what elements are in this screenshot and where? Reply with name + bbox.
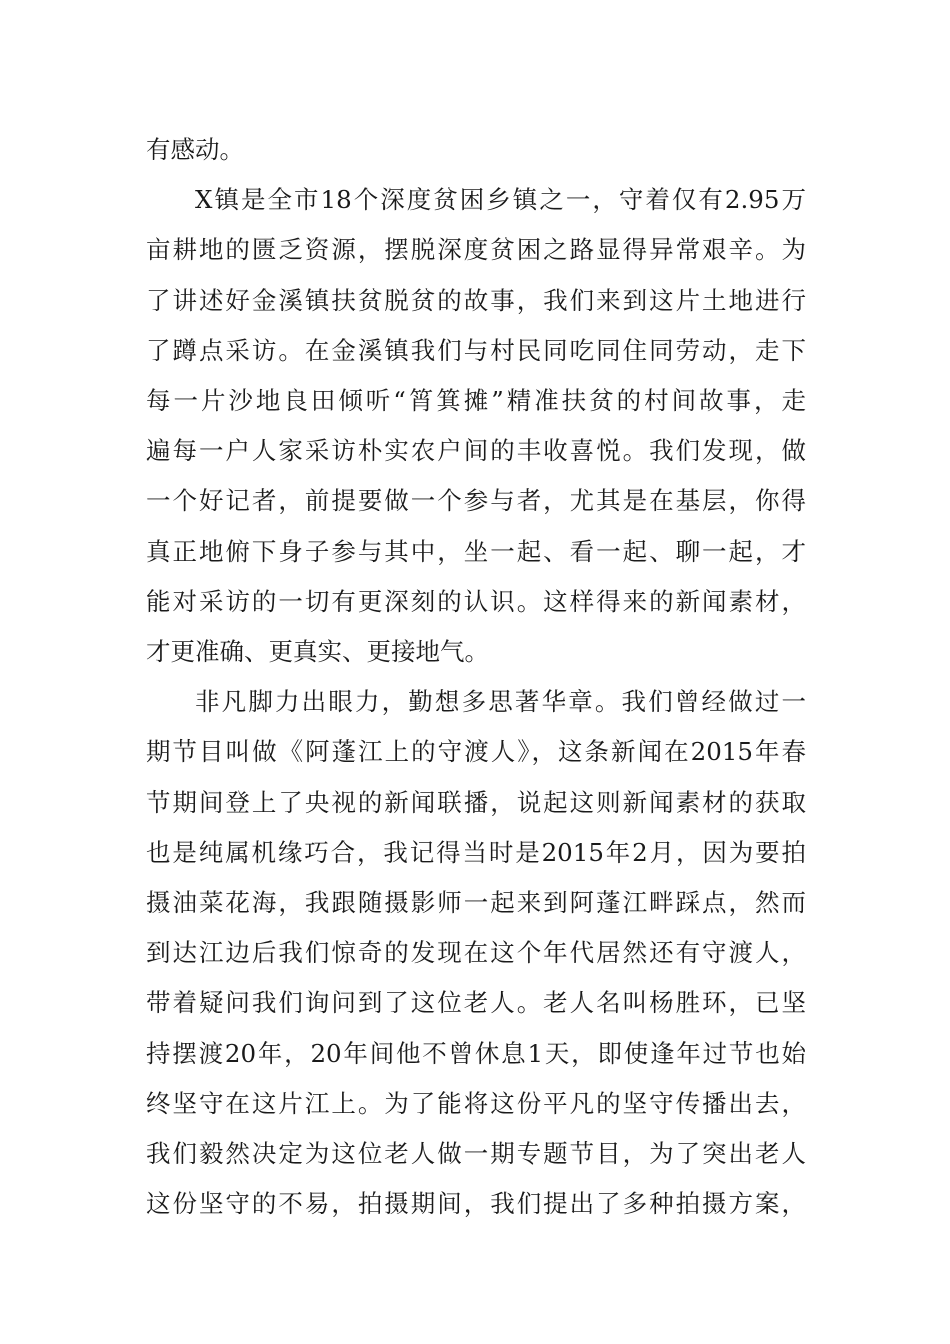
text-line: 到达江边后我们惊奇的发现在这个年代居然还有守渡人，: [146, 938, 806, 968]
text-line: 我们毅然决定为这位老人做一期专题节目，为了突出老人: [146, 1139, 806, 1168]
text-line: 真正地俯下身子参与其中，坐一起、看一起、聊一起，才: [146, 536, 806, 566]
text-line: 能对采访的一切有更深刻的认识。这样得来的新闻素材，: [146, 586, 806, 616]
text-line: 这份坚守的不易，拍摄期间，我们提出了多种拍摄方案，: [146, 1189, 806, 1219]
text-line: 终坚守在这片江上。为了能将这份平凡的坚守传播出去，: [146, 1088, 806, 1118]
text-line: 持摆渡20年，20年间他不曾休息1天，即使逢年过节也始: [146, 1038, 806, 1068]
text-line: 每一片沙地良田倾听“筲箕摊”精准扶贫的村间故事，走: [146, 386, 806, 415]
text-line: 非凡脚力出眼力，勤想多思著华章。我们曾经做过一: [195, 687, 806, 717]
text-line: 了蹲点采访。在金溪镇我们与村民同吃同住同劳动，走下: [146, 335, 806, 365]
text-line: 期节目叫做《阿蓬江上的守渡人》，这条新闻在2015年春: [146, 737, 806, 767]
text-line: 节期间登上了央视的新闻联播，说起这则新闻素材的获取: [146, 787, 806, 817]
text-line: X镇是全市18个深度贫困乡镇之一，守着仅有2.95万: [195, 185, 806, 215]
text-line: 带着疑问我们询问到了这位老人。老人名叫杨胜环，已坚: [146, 988, 806, 1018]
text-line: 遍每一户人家采访朴实农户间的丰收喜悦。我们发现，做: [146, 436, 806, 466]
text-line: 亩耕地的匮乏资源，摆脱深度贫困之路显得异常艰辛。为: [146, 235, 806, 265]
text-line: 也是纯属机缘巧合，我记得当时是2015年2月，因为要拍: [146, 837, 806, 867]
text-line: 了讲述好金溪镇扶贫脱贫的故事，我们来到这片土地进行: [146, 285, 806, 315]
text-line: 一个好记者，前提要做一个参与者，尤其是在基层，你得: [146, 486, 806, 516]
text-line: 摄油菜花海，我跟随摄影师一起来到阿蓬江畔踩点，然而: [146, 888, 806, 917]
text-line: 才更准确、更真实、更接地气。: [146, 637, 489, 666]
text-line: 有感动。: [146, 135, 244, 164]
